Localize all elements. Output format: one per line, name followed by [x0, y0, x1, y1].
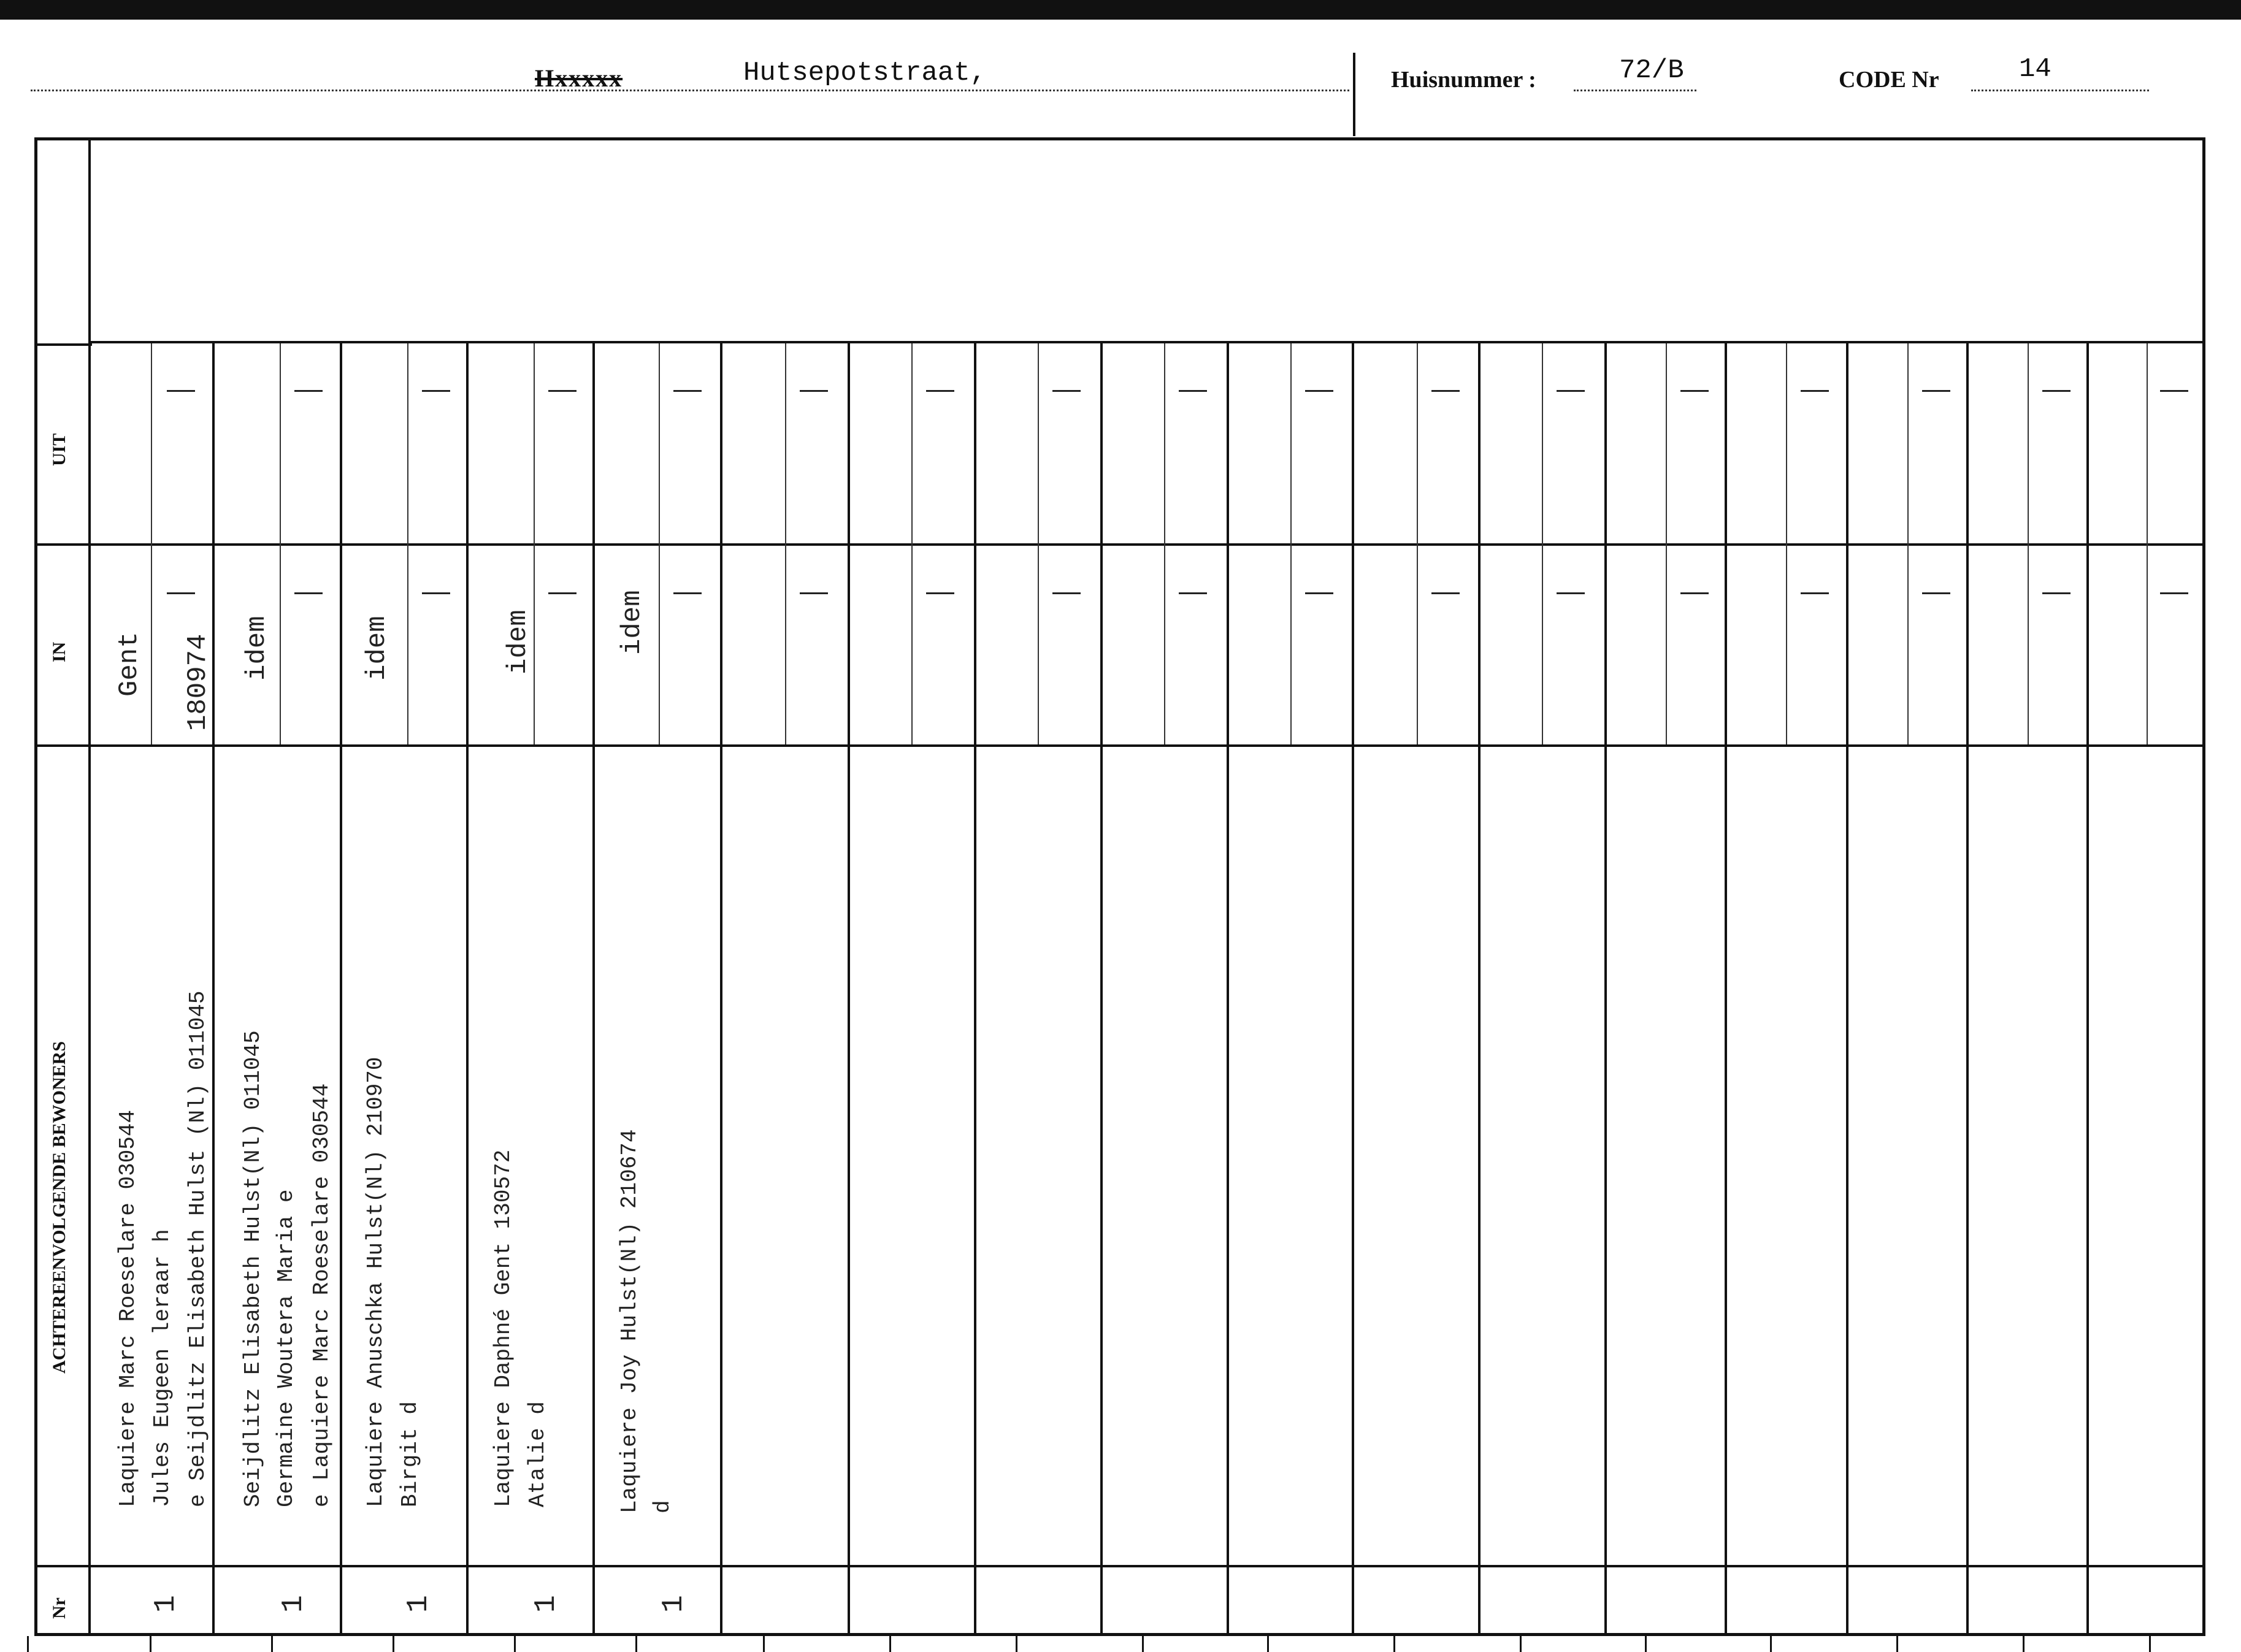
col-divider-4 — [592, 343, 595, 1635]
in-dash — [1680, 592, 1709, 594]
in-dash — [1801, 592, 1829, 594]
in-dash — [1052, 592, 1081, 594]
uit-dash — [1305, 390, 1333, 392]
sub-divider-13 — [1666, 343, 1667, 744]
bottom-tick — [889, 1636, 891, 1652]
col-divider-1 — [212, 343, 215, 1635]
resident-line: Laquiere Anuschka Hulst(Nl) 210970 — [363, 1057, 388, 1507]
resident-line: Seijdlitz Elisabeth Hulst(Nl) 011045 — [240, 1030, 266, 1507]
bottom-tick — [1393, 1636, 1395, 1652]
resident-line: Germaine Woutera Maria e — [274, 1189, 299, 1507]
row-divider-uit-in — [37, 543, 2204, 546]
col-divider-11 — [1478, 343, 1481, 1635]
sub-divider-2 — [280, 343, 281, 744]
in-dash — [1922, 592, 1950, 594]
code-label: CODE Nr — [1839, 67, 1939, 93]
uit-dash — [926, 390, 954, 392]
code-dotted-line — [1971, 90, 2149, 91]
bottom-tick — [393, 1636, 394, 1652]
col-divider-12 — [1604, 343, 1607, 1635]
row-divider-uit — [37, 343, 92, 346]
in-dash — [926, 592, 954, 594]
col-divider-10 — [1352, 343, 1354, 1635]
sub-divider-5 — [659, 343, 660, 744]
entry-number: 1 — [657, 1595, 691, 1613]
street-value: Hutsepotstraat, — [743, 58, 987, 88]
resident-line: e Seijdlitz Elisabeth Hulst (Nl) 011045 — [185, 990, 210, 1507]
register-table — [34, 137, 2205, 1636]
residents-label: ACHTEREENVOLGENDE BEWONERS — [49, 1041, 69, 1374]
in-dash — [1305, 592, 1333, 594]
nr-label: Nr — [49, 1597, 69, 1619]
col-divider-8 — [1100, 343, 1103, 1635]
entry-number: 1 — [150, 1595, 183, 1613]
row-divider-top — [88, 341, 2204, 343]
col-divider-9 — [1227, 343, 1229, 1635]
bottom-tick — [763, 1636, 765, 1652]
bottom-tick — [27, 1636, 29, 1652]
entry-in-place: idem — [503, 610, 534, 675]
sub-divider-15 — [1907, 343, 1909, 744]
uit-dash — [1052, 390, 1081, 392]
sub-divider-3 — [407, 343, 408, 744]
col-divider-7 — [974, 343, 976, 1635]
top-edge-bar — [0, 0, 2241, 20]
entry-number: 1 — [277, 1595, 310, 1613]
uit-label: UIT — [49, 433, 69, 466]
sub-divider-4 — [534, 343, 535, 744]
sub-divider-1 — [151, 343, 152, 744]
sub-divider-16 — [2028, 343, 2029, 744]
bottom-tick — [1142, 1636, 1144, 1652]
resident-line: Laquiere Marc Roeselare 030544 — [115, 1109, 140, 1507]
code-value: 14 — [2019, 54, 2051, 85]
sub-divider-7 — [911, 343, 913, 744]
street-dotted-line — [31, 90, 1349, 91]
uit-dash — [1431, 390, 1460, 392]
uit-dash — [2042, 390, 2071, 392]
col-divider-3 — [466, 343, 469, 1635]
col-divider-2 — [340, 343, 342, 1635]
bottom-tick — [1016, 1636, 1017, 1652]
in-dash — [2042, 592, 2071, 594]
uit-dash — [422, 390, 450, 392]
in-dash — [294, 592, 323, 594]
col-divider-6 — [848, 343, 850, 1635]
bottom-tick — [2023, 1636, 2025, 1652]
in-dash — [800, 592, 828, 594]
in-label: IN — [49, 641, 69, 662]
bottom-tick — [1770, 1636, 1772, 1652]
uit-dash — [1557, 390, 1585, 392]
in-dash — [673, 592, 702, 594]
bottom-tick — [2149, 1636, 2151, 1652]
entry-in-date: 180974 — [183, 633, 213, 731]
sub-divider-9 — [1164, 343, 1165, 744]
bottom-tick — [150, 1636, 151, 1652]
col-divider-16 — [2086, 343, 2089, 1635]
street-label-struck: Hxxxxx — [535, 64, 623, 92]
resident-line: Atalie d — [525, 1401, 550, 1507]
entry-in-place: idem — [362, 616, 393, 681]
header-divider — [1353, 53, 1355, 136]
sub-divider-14 — [1786, 343, 1787, 744]
entry-number: 1 — [402, 1595, 435, 1613]
house-number-value: 72/B — [1619, 55, 1684, 86]
bottom-tick — [1520, 1636, 1522, 1652]
bottom-tick — [635, 1636, 637, 1652]
uit-dash — [1680, 390, 1709, 392]
uit-dash — [167, 390, 195, 392]
bottom-tick — [1896, 1636, 1898, 1652]
entry-number: 1 — [530, 1595, 563, 1613]
sub-divider-11 — [1417, 343, 1418, 744]
in-dash — [2160, 592, 2188, 594]
entry-in-place: Gent — [114, 632, 145, 697]
resident-line: Laquiere Daphné Gent 130572 — [491, 1149, 516, 1507]
sub-divider-12 — [1542, 343, 1543, 744]
in-dash — [1557, 592, 1585, 594]
uit-dash — [673, 390, 702, 392]
bottom-tick — [1267, 1636, 1269, 1652]
in-dash — [167, 592, 195, 594]
row-divider-in-residents — [37, 744, 2204, 747]
uit-dash — [1801, 390, 1829, 392]
label-column-divider — [88, 139, 91, 1635]
entry-in-place: idem — [242, 616, 272, 681]
in-dash — [422, 592, 450, 594]
resident-line: e Laquiere Marc Roeselare 030544 — [309, 1083, 334, 1507]
uit-dash — [800, 390, 828, 392]
resident-line: Laquiere Joy Hulst(Nl) 210674 — [617, 1129, 642, 1513]
sub-divider-17 — [2147, 343, 2148, 744]
row-divider-residents-nr — [37, 1565, 2204, 1567]
entry-in-place: idem — [617, 590, 648, 655]
col-divider-14 — [1846, 343, 1848, 1635]
sub-divider-6 — [785, 343, 786, 744]
resident-line: Birgit d — [397, 1401, 423, 1507]
in-dash — [548, 592, 577, 594]
resident-line: d — [650, 1500, 675, 1513]
sub-divider-8 — [1038, 343, 1039, 744]
uit-dash — [294, 390, 323, 392]
bottom-tick — [514, 1636, 516, 1652]
uit-dash — [1179, 390, 1207, 392]
uit-dash — [1922, 390, 1950, 392]
col-divider-5 — [720, 343, 722, 1635]
in-dash — [1179, 592, 1207, 594]
col-divider-15 — [1966, 343, 1969, 1635]
in-dash — [1431, 592, 1460, 594]
sub-divider-10 — [1290, 343, 1292, 744]
col-divider-13 — [1725, 343, 1727, 1635]
house-number-label: Huisnummer : — [1391, 67, 1536, 93]
uit-dash — [548, 390, 577, 392]
bottom-tick — [271, 1636, 273, 1652]
uit-dash — [2160, 390, 2188, 392]
bottom-tick — [1645, 1636, 1647, 1652]
house-number-dotted-line — [1574, 90, 1696, 91]
resident-line: Jules Eugeen leraar h — [150, 1229, 175, 1507]
